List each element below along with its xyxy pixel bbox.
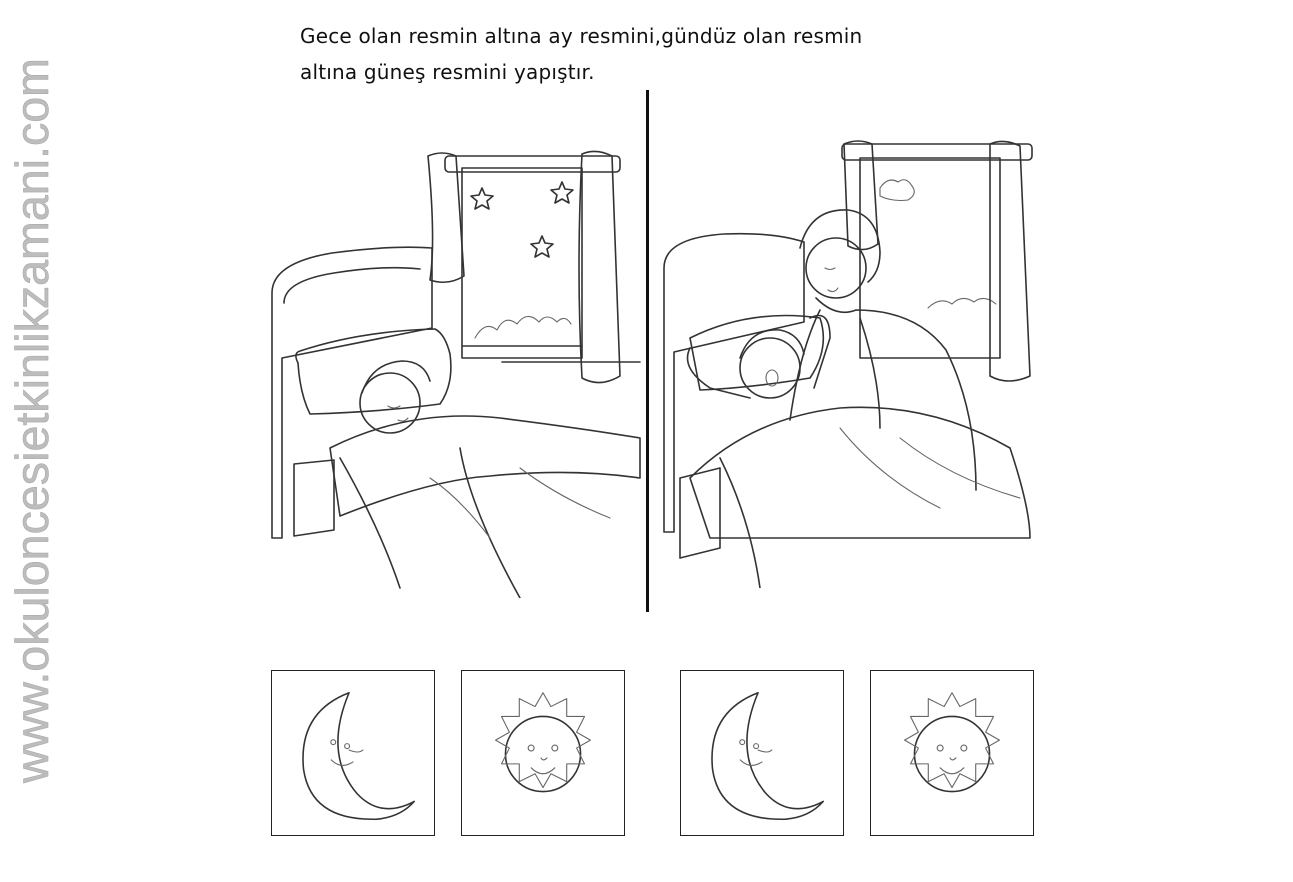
watermark [4, 55, 60, 785]
right-curtain [990, 141, 1030, 381]
watermark-text: www.okuloncesietkinlikzamani.com [6, 67, 58, 783]
instructions [300, 18, 940, 90]
morning-bedroom-scene [660, 138, 1040, 588]
moon-icon [272, 671, 434, 835]
night-scene-drawing [270, 148, 642, 598]
mattress [680, 468, 720, 558]
pillow [296, 329, 451, 414]
night-bedroom-scene [270, 148, 642, 598]
cut-out-card-sun-2[interactable] [870, 670, 1034, 836]
blanket [330, 416, 640, 516]
mattress [294, 460, 334, 536]
window [842, 144, 1032, 358]
star-icon [471, 182, 573, 257]
morning-scene-drawing [660, 138, 1040, 588]
right-curtain [579, 151, 620, 382]
sleeping-boy [360, 361, 430, 433]
cut-out-card-sun-1[interactable] [461, 670, 625, 836]
moon-icon [681, 671, 843, 835]
sun-icon [462, 671, 624, 835]
scene-divider [646, 90, 649, 612]
waking-boy [688, 316, 831, 399]
blanket [690, 407, 1030, 538]
cloud-icon [880, 180, 914, 201]
sun-icon [871, 671, 1033, 835]
cut-out-card-moon-2[interactable] [680, 670, 844, 836]
cut-out-card-moon-1[interactable] [271, 670, 435, 836]
headboard [272, 247, 432, 538]
instruction-line-1: Gece olan resmin altına ay resmini,gündüz olan resmin [300, 24, 863, 48]
mother [790, 210, 976, 490]
window [445, 156, 620, 358]
instruction-line-2: altına güneş resmini yapıştır. [300, 60, 595, 84]
